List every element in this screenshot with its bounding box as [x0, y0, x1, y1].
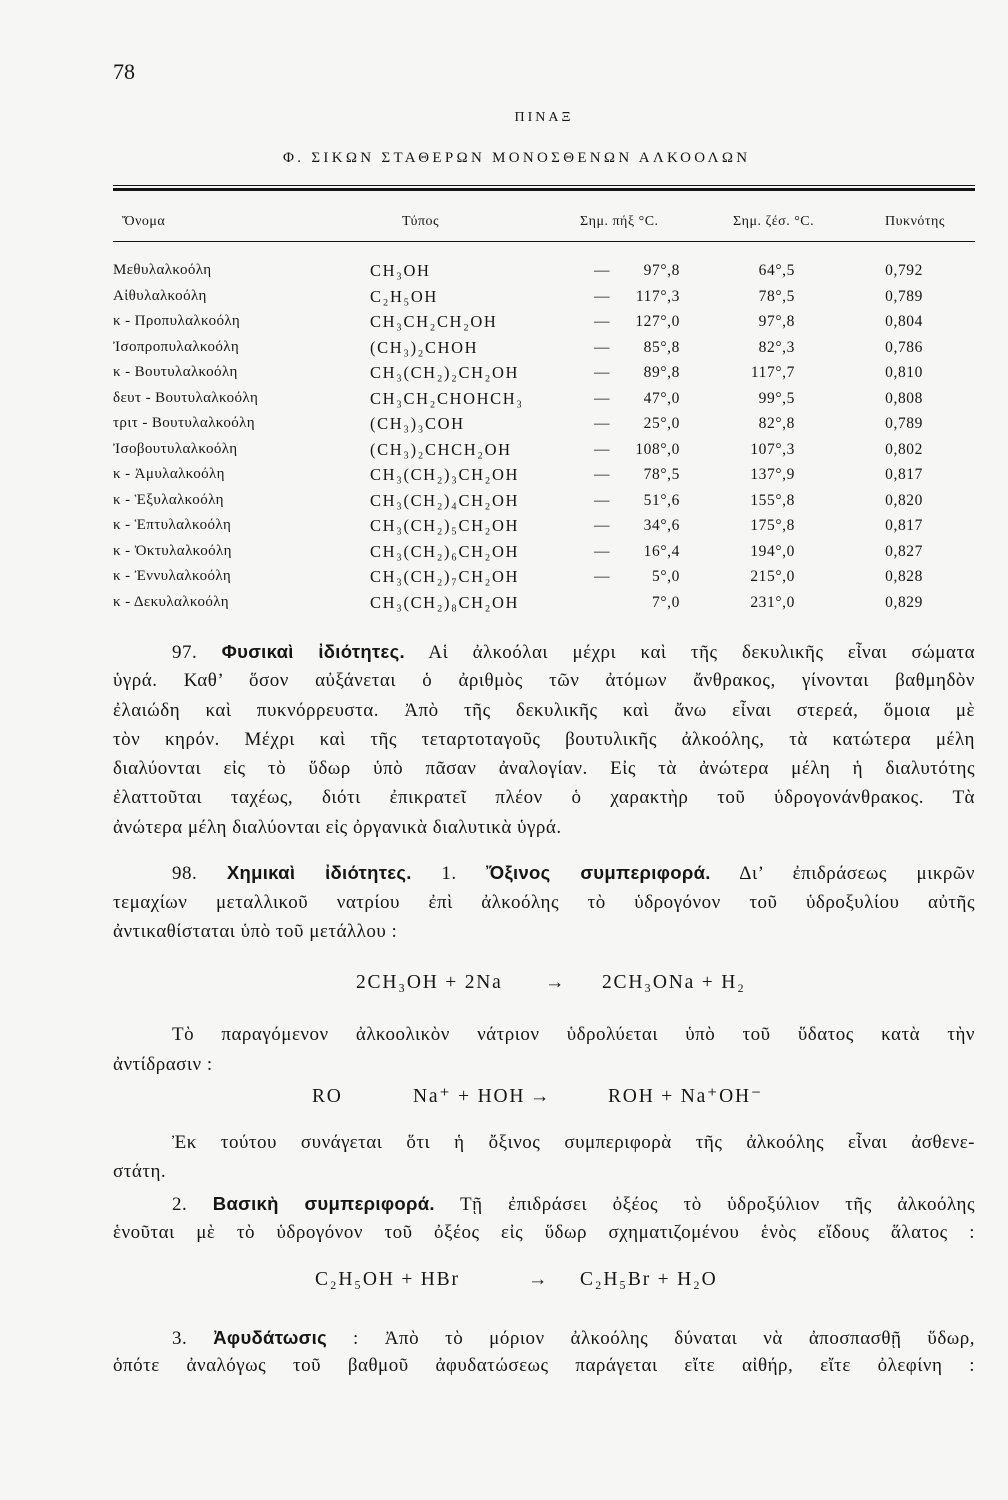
paragraph-text: Δι’ ἐπιδράσεως μικρῶν: [739, 863, 976, 884]
reaction-arrow-icon: →: [545, 972, 567, 993]
section-number: 98.: [172, 863, 198, 884]
boiling-point: 64°,5: [758, 262, 795, 279]
alcohol-name: κ - Ἑξυλαλκοόλη: [113, 491, 224, 508]
alcohol-name: κ - Βουτυλαλκοόλη: [113, 364, 238, 380]
freezing-point-sign: —: [594, 440, 610, 458]
chemical-formula: CH₃OH: [370, 261, 431, 280]
section-98-line: [172, 859, 975, 887]
boiling-point: 155°,8: [750, 491, 795, 509]
section-number: 97.: [172, 642, 198, 663]
chemical-formula: C₂H₅OH: [370, 286, 438, 306]
item-3-line: [172, 1324, 975, 1352]
table-row: [0, 284, 1008, 309]
item-number: 1.: [441, 863, 457, 884]
freezing-point: 97°,8: [643, 262, 680, 279]
boiling-point: 117°,7: [750, 364, 795, 381]
chemical-formula: CH₃CH₂CH₂OH: [370, 312, 498, 331]
alcohol-name: κ - Ἑπτυλαλκοόλη: [113, 517, 232, 533]
density: 0,828: [885, 568, 923, 585]
density: 0,810: [885, 364, 923, 381]
item-heading: Ἀφυδάτωσις: [213, 1327, 327, 1348]
boiling-point: 137°,9: [750, 466, 795, 483]
equation-right: ROH + Na⁺OH⁻: [608, 1086, 764, 1107]
equation-right: 2CH₃ONa + H₂: [602, 972, 746, 993]
boiling-point: 194°,0: [750, 542, 795, 560]
table-subtitle: Φ. ΣΙΚΩΝ ΣΤΑΘΕΡΩΝ ΜΟΝΟΣΘΕΝΩΝ ΑΛΚΟΟΛΩΝ: [283, 150, 751, 166]
chemical-formula: CH₃(CH₂)₃CH₂OH: [370, 465, 519, 484]
paragraph-line: ἐλαττοῦται ταχέως, διότι ἐπικρατεῖ πλέον ὁ χαρακτὴρ τοῦ ὑδρογονάνθρακος. Τὰ: [113, 787, 975, 808]
boiling-point: 97°,8: [758, 313, 795, 330]
equation-left: Na⁺ + HOH: [413, 1086, 526, 1107]
freezing-point: 16°,4: [643, 542, 680, 560]
table-row: [0, 590, 1008, 615]
item-heading: Βασικὴ συμπεριφορά.: [212, 1193, 435, 1214]
paragraph-line: ἐλαιώδη καὶ πυκνόρρευστα. Ἀπὸ τῆς δεκυλικῆς καὶ ἄνω εἶναι στερεά, ὅμοια μὲ: [113, 700, 975, 721]
alcohol-name: κ - Προπυλαλκοόλη: [113, 313, 241, 329]
table-row: [0, 539, 1008, 564]
header-formula: Τύπος: [402, 214, 440, 229]
table-row: [0, 386, 1008, 411]
density: 0,827: [885, 542, 923, 560]
freezing-point: 51°,6: [643, 491, 680, 509]
freezing-point-sign: —: [594, 262, 610, 279]
table-row: [0, 462, 1008, 487]
header-freezing-point: Σημ. πήξ °C.: [580, 214, 659, 229]
boiling-point: 231°,0: [750, 593, 795, 611]
alcohol-name: Ἰσοβουτυλαλκοόλη: [113, 440, 238, 457]
equation-left: C₂H₅OH + HBr: [315, 1269, 460, 1290]
item-number: 3.: [172, 1328, 188, 1349]
alcohol-name: Ἰσοπροπυλαλκοόλη: [113, 338, 240, 355]
boiling-point: 175°,8: [750, 517, 795, 534]
freezing-point-sign: —: [594, 491, 610, 509]
paragraph-line: διαλύονται εἰς τὸ ὕδωρ ὑπὸ πᾶσαν ἀναλογίαν. Εἰς τὰ ἀνώτερα μέλη ἡ διαλυτότης: [113, 758, 975, 779]
freezing-point: 117°,3: [635, 287, 680, 305]
table-row: [0, 513, 1008, 538]
paragraph-text: Αἱ ἀλκοόλαι μέχρι καὶ τῆς δεκυλικῆς εἶναι σώματα: [428, 642, 976, 663]
table-row: [0, 488, 1008, 513]
chemical-formula: (CH₃)₃COH: [370, 414, 465, 433]
table-row: [0, 360, 1008, 385]
paragraph-line: ὁπότε ἀναλόγως τοῦ βαθμοῦ ἀφυδατώσεως παράγεται εἴτε αἰθήρ, εἴτε ὀλεφίνη :: [113, 1355, 975, 1376]
equation-left-ion: RO: [312, 1086, 343, 1107]
equation-left: 2CH₃OH + 2Na: [356, 972, 503, 993]
density: 0,829: [885, 593, 923, 611]
freezing-point: 85°,8: [643, 338, 680, 356]
alcohol-name: κ - Δεκυλαλκοόλη: [113, 593, 230, 610]
density: 0,804: [885, 313, 923, 330]
reaction-arrow-icon: →: [530, 1086, 552, 1107]
density: 0,808: [885, 389, 923, 407]
table-title: ΠΙΝΑΞ: [514, 110, 574, 125]
density: 0,817: [885, 466, 923, 483]
density: 0,789: [885, 287, 923, 305]
table-row: [0, 258, 1008, 283]
alcohol-name: δευτ - Βουτυλαλκοόλη: [113, 389, 259, 406]
chemical-formula: CH₃(CH₂)₂CH₂OH: [370, 363, 519, 382]
boiling-point: 107°,3: [750, 440, 795, 458]
table-body: [0, 258, 1008, 618]
freezing-point: 5°,0: [652, 568, 680, 585]
freezing-point-sign: —: [594, 389, 610, 407]
alcohol-name: κ - Ὀκτυλαλκοόλη: [113, 542, 232, 559]
alcohol-name: Μεθυλαλκοόλη: [113, 262, 212, 278]
boiling-point: 99°,5: [758, 389, 795, 407]
chemical-formula: CH₃(CH₂)₇CH₂OH: [370, 567, 519, 586]
page-number: 78: [113, 59, 135, 84]
item-heading: Ὄξινος συμπεριφορά.: [486, 862, 711, 883]
freezing-point: 108°,0: [635, 440, 680, 458]
paragraph-line: ἑνοῦται μὲ τὸ ὑδρογόνον τοῦ ὀξέος εἰς ὕδωρ σχηματιζομένου ἑνὸς εἴδους ἅλατος :: [113, 1222, 975, 1243]
chemical-formula: CH₃(CH₂)₈CH₂OH: [370, 592, 519, 612]
chemical-formula: CH₃(CH₂)₆CH₂OH: [370, 541, 519, 561]
paragraph-line: τεμαχίων μεταλλικοῦ νατρίου ἐπὶ ἀλκοόλης τὸ ὑδρογόνον τοῦ ὑδροξυλίου αὐτῆς: [113, 892, 975, 913]
freezing-point: 34°,6: [643, 517, 680, 534]
alcohol-name: κ - Ἐννυλαλκοόλη: [113, 568, 232, 584]
table-header-rule: [113, 241, 975, 242]
boiling-point: 82°,3: [758, 338, 795, 356]
alcohol-name: τριτ - Βουτυλαλκοόλη: [113, 415, 255, 431]
chemical-formula: (CH₃)₂CHCH₂OH: [370, 439, 512, 459]
table-row: [0, 411, 1008, 436]
freezing-point-sign: —: [594, 466, 610, 483]
paragraph-text: : Ἀπὸ τὸ μόριον ἀλκοόλης δύναται νὰ ἀποσπασθῇ ὕδωρ,: [353, 1328, 976, 1349]
item-number: 2.: [172, 1194, 188, 1215]
paragraph-line: ἀνώτερα μέλη διαλύονται εἰς ὀργανικὰ διαλυτικὰ ὑγρά.: [113, 817, 562, 838]
freezing-point: 127°,0: [635, 313, 680, 330]
freezing-point-sign: —: [594, 542, 610, 560]
paragraph-line: στάτη.: [113, 1161, 167, 1182]
boiling-point: 78°,5: [758, 287, 795, 305]
item-2-line: [172, 1190, 975, 1218]
freezing-point-sign: —: [594, 364, 610, 381]
freezing-point-sign: —: [594, 338, 610, 356]
chemical-formula: CH₃(CH₂)₅CH₂OH: [370, 516, 519, 535]
chemical-formula: CH₃CH₂CHOHCH₃: [370, 388, 524, 408]
freezing-point: 25°,0: [643, 415, 680, 432]
table-row: [0, 437, 1008, 462]
header-boiling-point: Σημ. ζέσ. °C.: [733, 214, 815, 229]
boiling-point: 215°,0: [750, 568, 795, 585]
section-heading: Χημικαὶ ἰδιότητες.: [226, 862, 412, 883]
table-row: [0, 335, 1008, 360]
table-top-thin-rule: [113, 185, 975, 186]
density: 0,820: [885, 491, 923, 509]
freezing-point-sign: —: [594, 568, 610, 585]
table-row: [0, 564, 1008, 589]
freezing-point: 7°,0: [652, 593, 680, 611]
alcohol-name: κ - Ἀμυλαλκοόλη: [113, 466, 225, 482]
density: 0,789: [885, 415, 923, 432]
density: 0,786: [885, 338, 923, 356]
table-top-thick-rule: [113, 188, 975, 191]
header-density: Πυκνότης: [885, 214, 945, 229]
section-97-line: [172, 638, 975, 666]
paragraph-line: Τὸ παραγόμενον ἀλκοολικὸν νάτριον ὑδρολύεται ὑπὸ τοῦ ὕδατος κατὰ τὴν: [172, 1024, 975, 1045]
freezing-point-sign: —: [594, 313, 610, 330]
chemical-formula: (CH₃)₂CHOH: [370, 337, 479, 357]
freezing-point: 89°,8: [643, 364, 680, 381]
reaction-arrow-icon: →: [528, 1269, 550, 1290]
boiling-point: 82°,8: [758, 415, 795, 432]
density: 0,817: [885, 517, 923, 534]
freezing-point-sign: —: [594, 517, 610, 534]
freezing-point-sign: —: [594, 415, 610, 432]
freezing-point-sign: —: [594, 287, 610, 305]
freezing-point: 47°,0: [643, 389, 680, 407]
header-name: Ὄνομα: [122, 214, 166, 229]
paragraph-line: ἀντικαθίσταται ὑπὸ τοῦ μετάλλου :: [113, 921, 398, 942]
section-heading: Φυσικαὶ ἰδιότητες.: [221, 641, 405, 662]
paragraph-text: Τῇ ἐπιδράσει ὀξέος τὸ ὑδροξύλιον τῆς ἀλκοόλης: [460, 1194, 975, 1215]
density: 0,802: [885, 440, 923, 458]
paragraph-line: ἀντίδρασιν :: [113, 1054, 213, 1075]
table-row: [0, 309, 1008, 334]
chemical-formula: CH₃(CH₂)₄CH₂OH: [370, 490, 519, 510]
density: 0,792: [885, 262, 923, 279]
paragraph-line: Ἐκ τούτου συνάγεται ὅτι ἡ ὄξινος συμπεριφορὰ τῆς ἀλκοόλης εἶναι ἀσθενε-: [172, 1132, 975, 1153]
equation-right: C₂H₅Br + H₂O: [580, 1269, 718, 1290]
freezing-point: 78°,5: [643, 466, 680, 483]
paragraph-line: ὑγρά. Καθ’ ὅσον αὐξάνεται ὁ ἀριθμὸς τῶν ἀτόμων ἄνθρακος, γίνονται βαθμηδὸν: [113, 670, 975, 691]
paragraph-line: τὸν κηρόν. Μέχρι καὶ τῆς τεταρτοταγοῦς βουτυλικῆς ἀλκοόλης, τὰ κατώτερα μέλη: [113, 729, 975, 750]
alcohol-name: Αἰθυλαλκοόλη: [113, 287, 207, 304]
